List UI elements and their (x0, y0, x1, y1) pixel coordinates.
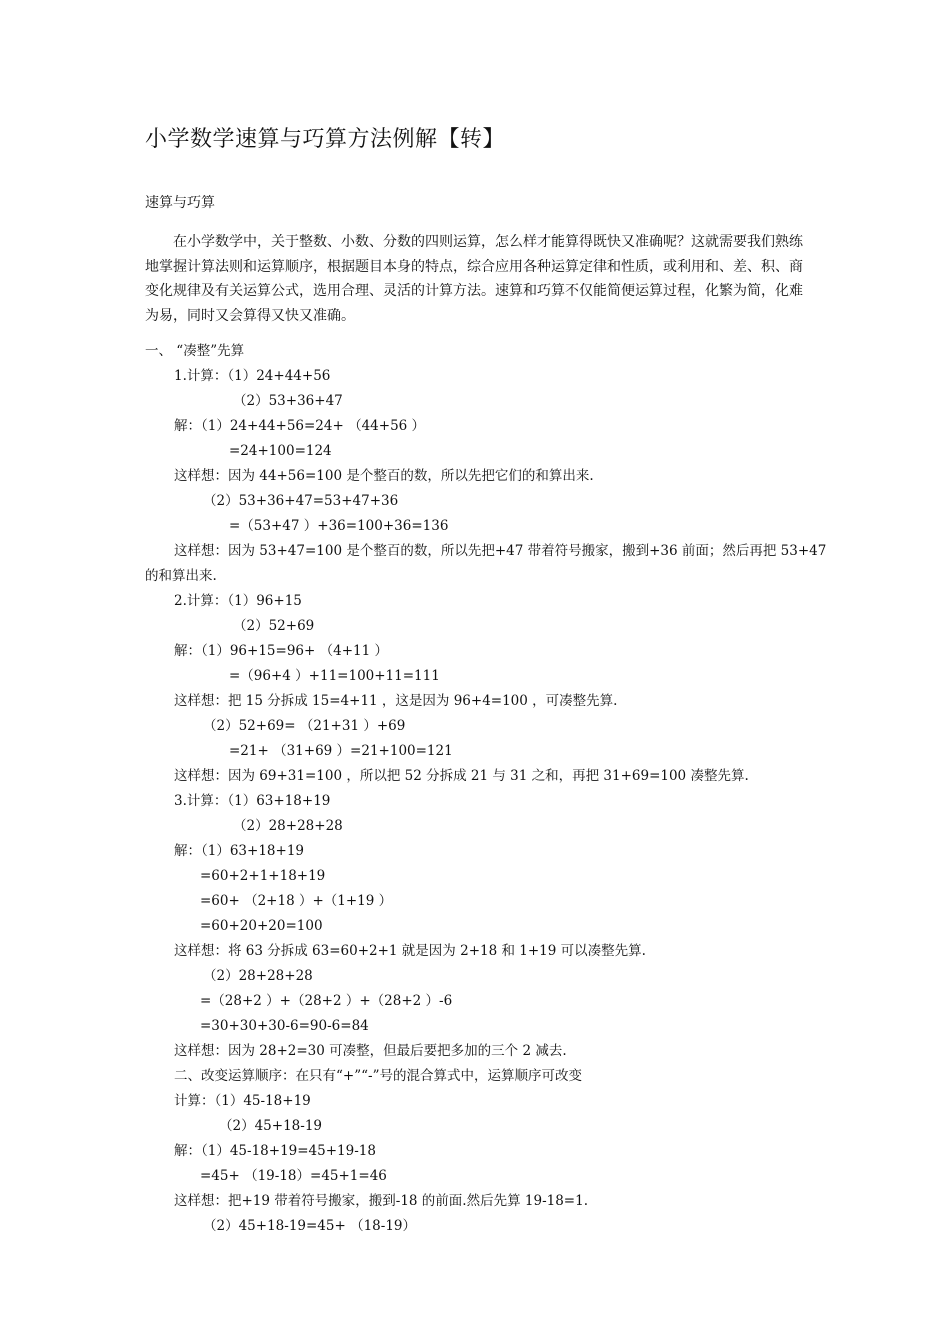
problem-line: 3.计算：（1）63+18+19 (174, 793, 331, 809)
solution-line: =24+100=124 (229, 443, 332, 459)
solution-line: （2）28+28+28 (203, 968, 313, 984)
solution-line: （2）45+18-19=45+ （18-19） (203, 1218, 417, 1234)
solution-line: =60+ （2+18 ）+（1+19 ） (200, 893, 393, 909)
solution-line: 解：（1）63+18+19 (174, 843, 304, 859)
explanation-line: 这样想：因为 53+47=100 是个整百的数，所以先把+47 带着符号搬家，搬到+36 前面；然后再把 53+47 (174, 543, 827, 559)
explanation-line: 这样想：因为 44+56=100 是个整百的数，所以先把它们的和算出来. (174, 468, 594, 484)
solution-line: 解：（1）24+44+56=24+ （44+56 ） (174, 418, 426, 434)
intro-paragraph: 在小学数学中，关于整数、小数、分数的四则运算，怎么样才能算得既快又准确呢？这就需要我们熟练地掌握计算法则和运算顺序，根据题目本身的特点，综合应用各种运算定律和性质，或利用和、差、积、商变化规律及有关运算公式，选用合理、灵活的计算方法。速算和巧算不仅能简便运算过程，化繁为简，化难为易，同时又会算得又快又准确。 (145, 234, 803, 324)
problem-line: （2）52+69 (233, 618, 315, 634)
problem-line: （2）53+36+47 (233, 393, 343, 409)
explanation-line: 的和算出来. (145, 568, 217, 584)
section-heading: 二、改变运算顺序：在只有“+”“-”号的混合算式中，运算顺序可改变 (174, 1068, 582, 1084)
solution-line: =（96+4 ）+11=100+11=111 (229, 668, 440, 684)
solution-line: =60+20+20=100 (200, 918, 323, 934)
problem-line: （2）45+18-19 (219, 1118, 322, 1134)
document-subtitle: 速算与巧算 (145, 195, 215, 211)
problem-line: 2.计算：（1）96+15 (174, 593, 302, 609)
explanation-line: 这样想：因为 28+2=30 可凑整，但最后要把多加的三个 2 减去. (174, 1043, 567, 1059)
solution-line: =60+2+1+18+19 (200, 868, 326, 884)
explanation-line: 这样想：因为 69+31=100 ，所以把 52 分拆成 21 与 31 之和，再把 31+69=100 凑整先算. (174, 768, 749, 784)
solution-line: =（53+47 ）+36=100+36=136 (229, 518, 449, 534)
section-heading: 一、 “凑整”先算 (145, 343, 245, 359)
solution-line: =21+ （31+69 ）=21+100=121 (229, 743, 453, 759)
solution-line: （2）52+69= （21+31 ）+69 (203, 718, 406, 734)
solution-line: 解：（1）45-18+19=45+19-18 (174, 1143, 376, 1159)
solution-line: =（28+2 ）+（28+2 ）+（28+2 ）-6 (200, 993, 453, 1009)
explanation-line: 这样想：将 63 分拆成 63=60+2+1 就是因为 2+18 和 1+19 可以凑整先算. (174, 943, 646, 959)
explanation-line: 这样想：把+19 带着符号搬家，搬到-18 的前面.然后先算 19-18=1. (174, 1193, 589, 1209)
problem-line: 计算：（1）45-18+19 (174, 1093, 311, 1109)
explanation-line: 这样想：把 15 分拆成 15=4+11 ，这是因为 96+4=100 ，可凑整先算. (174, 693, 618, 709)
solution-line: =30+30+30-6=90-6=84 (200, 1018, 369, 1034)
problem-line: 1.计算：（1）24+44+56 (174, 368, 331, 384)
solution-line: =45+ （19-18）=45+1=46 (200, 1168, 387, 1184)
problem-line: （2）28+28+28 (233, 818, 343, 834)
solution-line: （2）53+36+47=53+47+36 (203, 493, 399, 509)
solution-line: 解：（1）96+15=96+ （4+11 ） (174, 643, 388, 659)
document-title: 小学数学速算与巧算方法例解【转】 (145, 127, 506, 152)
